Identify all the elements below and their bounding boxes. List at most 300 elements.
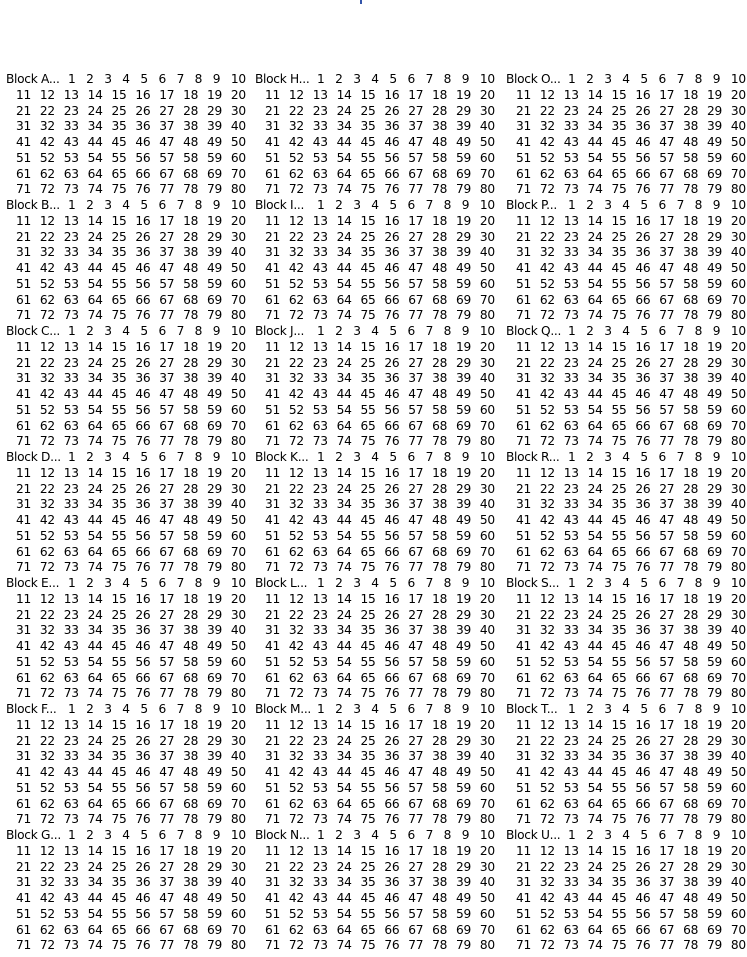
number-row: [6, 844, 246, 860]
row-indent: [255, 261, 265, 277]
number-cell: 37: [408, 119, 424, 134]
number-cell: 65: [611, 292, 627, 307]
number-cell: 6: [158, 198, 167, 212]
number-cell: 55: [611, 402, 627, 417]
number-cell: 47: [159, 135, 175, 149]
number-cell: 38: [683, 497, 699, 512]
number-cell: 72: [539, 560, 555, 575]
row-cells: [516, 277, 746, 293]
number-cell: 20: [730, 717, 746, 732]
number-cell: 70: [479, 166, 495, 181]
number-cell: 7: [425, 198, 434, 212]
number-cell: 30: [230, 229, 246, 244]
row-cells: [16, 686, 246, 702]
number-cell: 14: [336, 591, 352, 606]
number-cell: 40: [479, 245, 495, 260]
number-row: [506, 592, 746, 608]
number-cell: 28: [683, 229, 699, 244]
number-cell: 70: [730, 670, 746, 685]
number-cell: 6: [158, 450, 167, 464]
row-indent: [255, 812, 265, 828]
row-cells: [16, 718, 246, 734]
number-cell: 44: [336, 891, 352, 905]
row-indent: [255, 135, 265, 151]
number-cell: 58: [683, 276, 699, 291]
number-cell: 68: [183, 418, 199, 433]
number-cell: 76: [384, 308, 400, 323]
number-cell: 49: [456, 261, 472, 275]
number-cell: 22: [288, 355, 304, 370]
row-cells: [16, 497, 246, 513]
row-cells: [16, 860, 246, 876]
number-cell: 46: [135, 261, 151, 275]
number-cell: 19: [207, 465, 223, 480]
number-cell: 41: [516, 765, 532, 779]
row-cells: [16, 230, 246, 246]
number-cell: 43: [312, 387, 328, 401]
number-cell: 10: [730, 198, 746, 212]
number-cell: 15: [111, 87, 127, 102]
number-cell: 22: [288, 229, 304, 244]
number-cell: 46: [384, 765, 400, 779]
number-cell: 4: [371, 828, 379, 842]
number-cell: 34: [587, 497, 603, 512]
number-cell: 3: [353, 450, 361, 464]
number-cell: 73: [312, 434, 328, 449]
number-cell: 80: [479, 182, 495, 197]
number-cell: 57: [159, 906, 175, 921]
number-cell: 72: [288, 686, 304, 701]
number-cell: 68: [183, 166, 199, 181]
row-cells: [265, 119, 495, 135]
number-cell: 48: [683, 765, 699, 779]
number-cell: 64: [336, 544, 352, 559]
number-cell: 72: [539, 812, 555, 827]
number-cell: 2: [586, 576, 594, 590]
number-cell: 10: [730, 72, 746, 86]
number-cell: 38: [183, 371, 199, 386]
number-cell: 61: [16, 166, 32, 181]
number-cell: 19: [456, 213, 472, 228]
number-cell: 34: [587, 245, 603, 260]
number-cell: 48: [683, 261, 699, 275]
number-cell: 69: [707, 544, 723, 559]
number-cell: 16: [635, 843, 651, 858]
number-cell: 51: [516, 654, 532, 669]
number-cell: 42: [288, 135, 304, 149]
number-cell: 3: [104, 702, 112, 716]
number-row: [255, 608, 495, 624]
number-cell: 51: [16, 402, 32, 417]
number-cell: 5: [640, 576, 648, 590]
number-cell: 9: [712, 702, 721, 716]
number-cell: 66: [135, 418, 151, 433]
number-cell: 39: [456, 623, 472, 638]
number-cell: 43: [312, 261, 328, 275]
number-row: [6, 513, 246, 529]
number-cell: 75: [360, 938, 376, 953]
number-cell: 78: [432, 560, 448, 575]
number-cell: 4: [122, 324, 130, 338]
number-cell: 31: [516, 875, 532, 890]
number-cell: 52: [39, 906, 55, 921]
number-cell: 24: [87, 229, 103, 244]
number-cell: 7: [176, 324, 185, 338]
row-indent: [255, 765, 265, 781]
number-cell: 56: [635, 780, 651, 795]
number-cell: 3: [104, 324, 112, 338]
number-cell: 30: [479, 103, 495, 118]
number-row: [506, 828, 746, 844]
number-cell: 3: [353, 828, 361, 842]
number-cell: 26: [635, 355, 651, 370]
number-cell: 19: [707, 591, 723, 606]
number-cell: 75: [611, 560, 627, 575]
number-cell: 61: [16, 544, 32, 559]
number-cell: 44: [87, 387, 103, 401]
number-cell: 35: [611, 371, 627, 386]
number-cell: 60: [479, 528, 495, 543]
number-cell: 23: [312, 355, 328, 370]
number-cell: 44: [336, 765, 352, 779]
number-cell: 63: [63, 922, 79, 937]
number-row: [255, 135, 495, 151]
number-cell: 49: [207, 135, 223, 149]
row-indent: [506, 860, 516, 876]
number-cell: 56: [384, 528, 400, 543]
number-cell: 9: [212, 198, 221, 212]
number-cell: 34: [587, 749, 603, 764]
number-cell: 31: [16, 245, 32, 260]
number-cell: 21: [16, 229, 32, 244]
number-cell: 5: [640, 324, 648, 338]
number-cell: 33: [63, 749, 79, 764]
number-cell: 79: [456, 434, 472, 449]
number-row: [506, 938, 746, 954]
number-cell: 70: [479, 922, 495, 937]
number-row: [255, 734, 495, 750]
number-cell: 30: [730, 859, 746, 874]
number-cell: 14: [87, 339, 103, 354]
number-cell: 22: [288, 733, 304, 748]
number-cell: 42: [39, 387, 55, 401]
number-cell: 24: [87, 733, 103, 748]
number-row: [6, 797, 246, 813]
number-cell: 34: [587, 623, 603, 638]
row-cells: [265, 434, 495, 450]
number-cell: 3: [104, 198, 112, 212]
number-cell: 8: [443, 702, 452, 716]
number-cell: 1: [568, 576, 576, 590]
number-cell: 54: [336, 150, 352, 165]
number-cell: 14: [87, 213, 103, 228]
row-cells: [265, 419, 495, 435]
number-cell: 28: [183, 229, 199, 244]
number-cell: 29: [456, 103, 472, 118]
number-cell: 15: [360, 465, 376, 480]
row-cells: [265, 655, 495, 671]
number-cell: 8: [194, 450, 203, 464]
number-cell: 78: [432, 308, 448, 323]
number-row: [255, 324, 495, 340]
number-cell: 31: [16, 497, 32, 512]
row-cells: [16, 419, 246, 435]
number-cell: 21: [516, 607, 532, 622]
number-cell: 33: [563, 245, 579, 260]
number-cell: 27: [159, 481, 175, 496]
number-cell: 70: [230, 418, 246, 433]
number-cell: 44: [87, 639, 103, 653]
number-cell: 9: [212, 324, 221, 338]
number-row: [6, 497, 246, 513]
number-cell: 8: [443, 72, 452, 86]
number-cell: 69: [707, 418, 723, 433]
number-cell: 24: [587, 481, 603, 496]
number-cell: 43: [312, 765, 328, 779]
number-cell: 45: [611, 261, 627, 275]
number-cell: 37: [408, 497, 424, 512]
row-indent: [6, 734, 16, 750]
number-cell: 15: [611, 717, 627, 732]
number-row: [506, 513, 746, 529]
number-cell: 27: [159, 859, 175, 874]
number-cell: 2: [586, 702, 594, 716]
number-cell: 80: [479, 812, 495, 827]
number-cell: 40: [230, 749, 246, 764]
number-cell: 80: [730, 812, 746, 827]
block-column-2: [255, 72, 495, 954]
row-cells: [265, 277, 495, 293]
row-cells: [516, 812, 746, 828]
number-cell: 79: [707, 686, 723, 701]
number-cell: 21: [265, 733, 281, 748]
number-cell: 39: [707, 749, 723, 764]
number-cell: 71: [265, 182, 281, 197]
number-cell: 32: [539, 497, 555, 512]
number-cell: 27: [659, 355, 675, 370]
number-cell: 2: [586, 828, 594, 842]
number-cell: 12: [288, 843, 304, 858]
number-row: [6, 545, 246, 561]
row-indent: [6, 245, 16, 261]
number-cell: 5: [140, 198, 148, 212]
row-indent: [506, 686, 516, 702]
number-cell: 31: [265, 749, 281, 764]
number-cell: 77: [159, 182, 175, 197]
number-cell: 69: [207, 670, 223, 685]
number-cell: 36: [635, 749, 651, 764]
number-cell: 11: [16, 843, 32, 858]
number-cell: 64: [87, 418, 103, 433]
number-cell: 57: [659, 654, 675, 669]
number-cell: 7: [176, 828, 185, 842]
number-cell: 16: [635, 339, 651, 354]
number-cell: 65: [111, 544, 127, 559]
number-cell: 69: [707, 922, 723, 937]
number-cell: 65: [360, 418, 376, 433]
number-cell: 66: [384, 796, 400, 811]
number-cell: 67: [159, 292, 175, 307]
number-cell: 47: [408, 765, 424, 779]
row-indent: [6, 214, 16, 230]
row-indent: [255, 387, 265, 403]
number-cell: 58: [183, 780, 199, 795]
number-cell: 17: [659, 87, 675, 102]
row-indent: [506, 482, 516, 498]
number-cell: 14: [87, 87, 103, 102]
block-label: Block G...: [6, 828, 61, 842]
number-cell: 53: [312, 150, 328, 165]
number-row: [6, 923, 246, 939]
row-indent: [255, 151, 265, 167]
number-cell: 24: [87, 481, 103, 496]
number-cell: 37: [659, 623, 675, 638]
number-cell: 67: [659, 418, 675, 433]
row-cells: [265, 623, 495, 639]
number-cell: 52: [539, 402, 555, 417]
number-cell: 54: [336, 654, 352, 669]
number-cell: 40: [730, 623, 746, 638]
number-cell: 66: [635, 166, 651, 181]
number-cell: 72: [288, 182, 304, 197]
number-cell: 26: [135, 733, 151, 748]
number-cell: 42: [539, 261, 555, 275]
number-cell: 52: [39, 276, 55, 291]
number-cell: 51: [516, 906, 532, 921]
number-cell: 51: [16, 276, 32, 291]
number-cell: 55: [111, 276, 127, 291]
number-cell: 28: [432, 607, 448, 622]
number-cell: 26: [635, 103, 651, 118]
number-cell: 46: [135, 765, 151, 779]
number-cell: 44: [336, 639, 352, 653]
number-cell: 49: [456, 765, 472, 779]
number-cell: 78: [432, 182, 448, 197]
number-cell: 40: [730, 875, 746, 890]
number-cell: 57: [408, 654, 424, 669]
number-cell: 58: [183, 276, 199, 291]
row-cells: [568, 198, 746, 214]
number-cell: 71: [16, 560, 32, 575]
number-cell: 62: [39, 670, 55, 685]
number-cell: 50: [479, 513, 495, 527]
number-cell: 31: [16, 623, 32, 638]
number-row: [6, 781, 246, 797]
number-cell: 32: [539, 371, 555, 386]
number-cell: 48: [683, 639, 699, 653]
number-cell: 52: [539, 276, 555, 291]
number-cell: 8: [194, 576, 203, 590]
number-cell: 76: [135, 686, 151, 701]
number-cell: 1: [568, 198, 576, 212]
number-cell: 10: [230, 324, 246, 338]
number-cell: 50: [230, 387, 246, 401]
number-cell: 36: [384, 623, 400, 638]
number-cell: 29: [207, 859, 223, 874]
number-cell: 14: [587, 843, 603, 858]
number-cell: 26: [635, 859, 651, 874]
top-marker: [360, 0, 362, 4]
number-cell: 36: [635, 875, 651, 890]
number-cell: 20: [730, 591, 746, 606]
row-cells: [516, 466, 746, 482]
number-cell: 77: [659, 686, 675, 701]
number-cell: 53: [312, 780, 328, 795]
number-cell: 67: [408, 670, 424, 685]
number-row: [255, 655, 495, 671]
number-row: [255, 891, 495, 907]
number-cell: 11: [16, 591, 32, 606]
row-cells: [516, 671, 746, 687]
number-cell: 39: [456, 245, 472, 260]
number-cell: 26: [384, 103, 400, 118]
row-indent: [506, 403, 516, 419]
number-cell: 52: [539, 654, 555, 669]
number-row: [255, 749, 495, 765]
number-cell: 1: [568, 324, 576, 338]
number-cell: 20: [479, 87, 495, 102]
number-cell: 61: [16, 292, 32, 307]
number-cell: 4: [371, 72, 379, 86]
number-cell: 11: [265, 465, 281, 480]
number-cell: 22: [39, 355, 55, 370]
number-cell: 18: [183, 339, 199, 354]
number-cell: 3: [604, 702, 612, 716]
number-cell: 7: [676, 324, 685, 338]
number-cell: 41: [516, 135, 532, 149]
number-cell: 34: [336, 371, 352, 386]
number-cell: 63: [563, 166, 579, 181]
number-cell: 29: [456, 355, 472, 370]
number-cell: 19: [207, 717, 223, 732]
number-cell: 53: [563, 654, 579, 669]
number-cell: 39: [707, 119, 723, 134]
number-cell: 13: [63, 465, 79, 480]
number-cell: 78: [683, 560, 699, 575]
number-cell: 26: [135, 481, 151, 496]
number-cell: 7: [176, 702, 185, 716]
number-row: [506, 576, 746, 592]
number-cell: 3: [604, 72, 612, 86]
number-cell: 71: [265, 686, 281, 701]
number-cell: 35: [360, 623, 376, 638]
number-cell: 48: [683, 387, 699, 401]
number-cell: 42: [39, 261, 55, 275]
row-indent: [255, 671, 265, 687]
number-cell: 72: [39, 434, 55, 449]
number-cell: 49: [707, 135, 723, 149]
row-indent: [506, 230, 516, 246]
row-cells: [265, 639, 495, 655]
number-cell: 38: [183, 875, 199, 890]
number-row: [506, 623, 746, 639]
number-cell: 14: [587, 717, 603, 732]
number-cell: 48: [432, 639, 448, 653]
number-row: [255, 860, 495, 876]
number-cell: 54: [87, 780, 103, 795]
number-cell: 59: [207, 150, 223, 165]
number-cell: 7: [676, 450, 685, 464]
number-cell: 74: [336, 182, 352, 197]
number-cell: 18: [683, 339, 699, 354]
number-cell: 7: [425, 450, 434, 464]
row-cells: [16, 356, 246, 372]
number-cell: 28: [683, 733, 699, 748]
number-cell: 33: [63, 245, 79, 260]
number-cell: 28: [432, 103, 448, 118]
number-row: [506, 671, 746, 687]
number-cell: 47: [159, 639, 175, 653]
